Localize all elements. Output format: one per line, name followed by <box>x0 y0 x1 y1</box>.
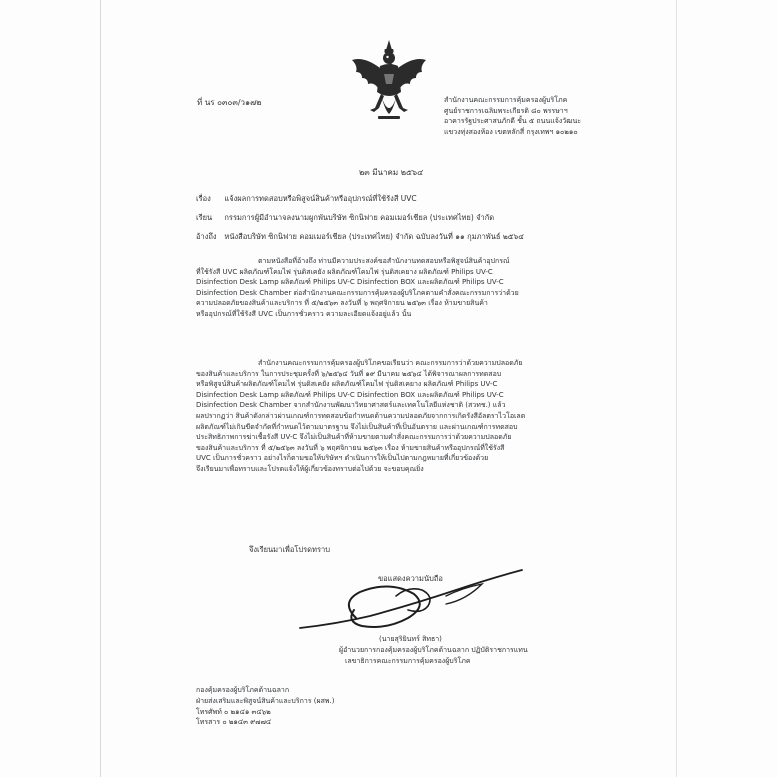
paragraph-line: Disinfection Desk Chamber ต่อสำนักงานคณะกรรมการคุ้มครองผู้บริโภคตามคำสั่งคณะกรรมการว่าด้วย <box>196 288 519 297</box>
paragraph-line: ความปลอดภัยของสินค้าและบริการ ที่ ๕/๒๕๖๓ ลงวันที่ ๖ พฤศจิกายน ๒๕๖๓ เรื่อง ห้ามขายสินค้า <box>196 299 488 308</box>
paragraph-line: ผลปรากฏว่า สินค้าดังกล่าวผ่านเกณฑ์การทดสอบข้อกำหนดด้านความปลอดภัยจากการเกิดรังสีอัลตราไวโอเลต <box>196 411 526 420</box>
recipient-label: เรียน <box>196 213 213 222</box>
recipient-row <box>196 212 494 224</box>
paragraph-line: หรืออุปกรณ์ที่ใช้รังสี UVC เป็นการชั่วคราว ความละเอียดแจ้งอยู่แล้ว นั้น <box>196 309 412 318</box>
subject-text: แจ้งผลการทดสอบหรือพิสูจน์สินค้าหรืออุปกรณ์ที่ใช้รังสี UVC <box>224 194 417 203</box>
subject-row <box>196 193 417 205</box>
garuda-emblem-icon <box>348 38 430 124</box>
address-line: ศูนย์ราชการเฉลิมพระเกียรติ ๘๐ พรรษาฯ <box>444 106 568 115</box>
reference-text: หนังสือบริษัท ซิกนิฟาย คอมเมอร์เชียล (ประเทศไทย) จำกัด ฉบับลงวันที่ ๑๑ กุมภาพันธ์ ๒๕๖๔ <box>224 232 524 241</box>
paragraph-2 <box>196 358 612 475</box>
paragraph-line: ที่ใช้รังสี UVC ผลิตภัณฑ์โคมไฟ รุ่นดิสเคยัง ผลิตภัณฑ์โคมไฟ รุ่นดิสเคยาง ผลิตภัณฑ์ Philips UV-C <box>196 267 493 276</box>
subject-label: เรื่อง <box>196 194 211 203</box>
paragraph-line: ของสินค้าและบริการ ที่ ๕/๒๕๖๓ ลงวันที่ ๖ พฤศจิกายน ๒๕๖๓ เรื่อง ห้ามขายสินค้าหรืออุปกรณ์ที่ใช้รังสี <box>196 443 505 452</box>
regards-line: ขอแสดงความนับถือ <box>378 574 443 583</box>
signer-name: (นายสุริยินทร์ สิทธา) <box>379 635 442 643</box>
paragraph-1 <box>196 256 612 320</box>
paragraph-line: จึงเรียนมาเพื่อทราบและโปรดแจ้งให้ผู้เกี่ยวข้องทราบต่อไปด้วย จะขอบคุณยิ่ง <box>196 464 424 473</box>
signer-position: เลขาธิการคณะกรรมการคุ้มครองผู้บริโภค <box>345 656 471 665</box>
reference-number: ที่ นร ๐๓๐๓/ว๑๗๒ <box>197 98 262 107</box>
scan-edge-right <box>676 0 677 777</box>
address-line: อาคารรัฐประศาสนภักดี ชั้น ๕ ถนนแจ้งวัฒนะ <box>444 117 582 125</box>
paragraph-line: ผลิตภัณฑ์ไม่เกินขีดจำกัดที่กำหนดไว้ตามมาตรฐาน จึงไม่เป็นสินค้าที่เป็นอันตราย และผ่านเกณฑ์การทดสอบ <box>196 422 518 431</box>
footer-line: ฝ่ายส่งเสริมและพิสูจน์สินค้าและบริการ (ผสพ.) <box>196 696 335 705</box>
paragraph-line: ประสิทธิภาพการฆ่าเชื้อรังสี UV-C จึงไม่เป็นสินค้าที่ห้ามขายตามคำสั่งคณะกรรมการว่าด้วยความปลอดภัย <box>196 433 512 442</box>
letter-date: ๒๓ มีนาคม ๒๕๖๔ <box>359 168 424 177</box>
footer-line: กองคุ้มครองผู้บริโภคด้านฉลาก <box>196 686 290 694</box>
paragraph-line: Disinfection Desk Lamp ผลิตภัณฑ์ Philips UV-C Disinfection BOX และผลิตภัณฑ์ Philips UV-C <box>196 390 504 399</box>
paragraph-line: ของสินค้าและบริการ ในการประชุมครั้งที่ ๖/๒๕๖๔ วันที่ ๑๙ มีนาคม ๒๕๖๔ ได้พิจารณาผลการทดสอบ <box>196 369 502 378</box>
handwritten-signature <box>296 566 528 636</box>
paragraph-line: UVC เป็นการชั่วคราว อย่างไรก็ตามขอให้บริษัทฯ ดำเนินการให้เป็นไปตามกฎหมายที่เกี่ยวข้องด้วย <box>196 454 489 463</box>
signer-position: ผู้อำนวยการกองคุ้มครองผู้บริโภคด้านฉลาก ปฏิบัติราชการแทน <box>339 645 528 654</box>
recipient-text: กรรมการผู้มีอำนาจลงนามผูกพันบริษัท ซิกนิฟาย คอมเมอร์เชียล (ประเทศไทย) จำกัด <box>224 213 495 222</box>
paragraph-line: หรือพิสูจน์สินค้าผลิตภัณฑ์โคมไฟ รุ่นดิสเคยัง ผลิตภัณฑ์โคมไฟ รุ่นดิสเคยาง ผลิตภัณฑ์ Philips UV-C <box>196 380 498 389</box>
footer-line: โทรศัพท์ ๐ ๒๑๔๑ ๓๔๖๒ <box>196 707 271 716</box>
signer-block <box>339 634 528 666</box>
footer-line: โทรสาร ๐ ๒๑๔๓ ๙๗๗๔ <box>196 718 272 727</box>
address-line: แขวงทุ่งสองห้อง เขตหลักสี่ กรุงเทพฯ ๑๐๒๑๐ <box>444 127 578 136</box>
address-line: สำนักงานคณะกรรมการคุ้มครองผู้บริโภค <box>444 96 568 104</box>
paragraph-line: ตามหนังสือที่อ้างถึง ท่านมีความประสงค์ขอสำนักงานทดสอบหรือพิสูจน์สินค้าอุปกรณ์ <box>258 257 510 265</box>
paragraph-line: Disinfection Desk Lamp ผลิตภัณฑ์ Philips UV-C Disinfection BOX และผลิตภัณฑ์ Philips UV-C <box>196 278 504 287</box>
paragraph-line: สำนักงานคณะกรรมการคุ้มครองผู้บริโภคขอเรียนว่า คณะกรรมการว่าด้วยความปลอดภัย <box>258 359 523 367</box>
reference-label: อ้างถึง <box>196 232 217 241</box>
closing-line: จึงเรียนมาเพื่อโปรดทราบ <box>249 545 330 554</box>
contact-footer <box>196 685 334 728</box>
reference-row <box>196 231 524 243</box>
scan-edge-left <box>100 0 101 777</box>
sender-address <box>444 95 581 137</box>
paragraph-line: Disinfection Desk Chamber จากสำนักงานพัฒนาวิทยาศาสตร์และเทคโนโลยีแห่งชาติ (สวทช.) แล้ว <box>196 401 506 410</box>
